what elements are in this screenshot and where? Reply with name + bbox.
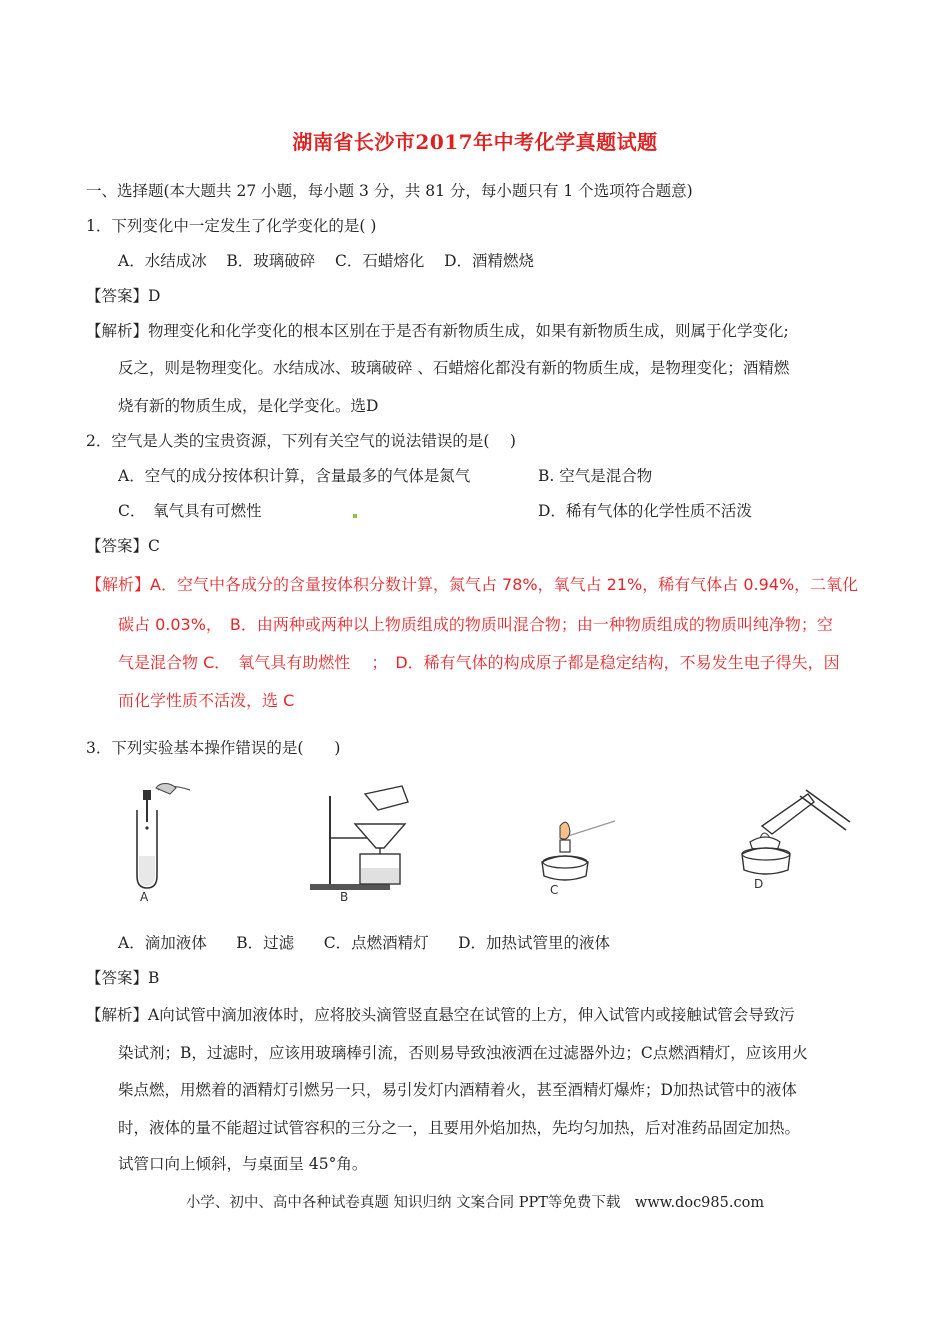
figure-label: B — [340, 890, 349, 904]
q2-analysis-line: 【解析】A．空气中各成分的含量按体积分数计算，氮气占 78%，氧气占 21%，稀有气体占 0.94%，二氧化 — [86, 575, 859, 594]
q2-answer: 【答案】C — [86, 537, 160, 555]
figure-filtration — [300, 776, 450, 906]
q1-options: A．水结成冰 B．玻璃破碎 C．石蜡熔化 D．酒精燃烧 — [118, 252, 534, 270]
q2-analysis-line: 而化学性质不活泼，选 C — [118, 691, 295, 710]
q3-analysis-line: 时，液体的量不能超过试管容积的三分之一，且要用外焰加热，先均匀加热，后对准药品固定加热。 — [118, 1119, 801, 1137]
page-footer: 小学、初中、高中各种试卷真题 知识归纳 文案合同 PPT等免费下载 www.doc985.com — [185, 1195, 765, 1211]
q3-analysis-line: 试管口向上倾斜，与桌面呈 45°角。 — [118, 1155, 368, 1173]
q1-analysis-line: 反之，则是物理变化。水结成冰、玻璃破碎 、石蜡熔化都没有新的物质生成，是物理变化；酒精燃 — [118, 359, 790, 377]
q2-option-c: C． 氧气具有可燃性 — [118, 502, 262, 520]
q2-analysis-line: 气是混合物 C． 氧气具有助燃性 ； D．稀有气体的构成原子都是稳定结构，不易发生电子得失，因 — [118, 653, 840, 672]
document-title: 湖南省长沙市2017年中考化学真题试题 — [292, 130, 658, 154]
figure-label: D — [754, 877, 764, 891]
q2-option-b: B. 空气是混合物 — [538, 467, 653, 485]
figure-dropping-liquid — [120, 776, 210, 906]
stray-dot — [353, 514, 357, 518]
figure-lighting-lamp — [520, 776, 640, 906]
figure-heating-tube — [722, 776, 862, 906]
q3-stem: 3．下列实验基本操作错误的是( ) — [86, 739, 341, 757]
section-heading: 一、选择题(本大题共 27 小题，每小题 3 分，共 81 分，每小题只有 1 个选项符合题意) — [86, 182, 693, 200]
q2-option-a: A．空气的成分按体积计算，含量最多的气体是氮气 — [118, 467, 471, 485]
q2-analysis-line: 碳占 0.03%， B．由两种或两种以上物质组成的物质叫混合物；由一种物质组成的物质叫纯净物；空 — [118, 615, 833, 634]
q3-analysis-line: 柴点燃，用燃着的酒精灯引燃另一只，易引发灯内酒精着火，甚至酒精灯爆炸；D加热试管中的液体 — [118, 1081, 797, 1099]
q3-options: A．滴加液体 B．过滤 C．点燃酒精灯 D．加热试管里的液体 — [118, 934, 611, 952]
q1-stem: 1．下列变化中一定发生了化学变化的是( ) — [86, 217, 377, 235]
q2-stem: 2．空气是人类的宝贵资源，下列有关空气的说法错误的是( ) — [86, 432, 516, 450]
q1-answer: 【答案】D — [86, 287, 161, 305]
q2-option-d: D．稀有气体的化学性质不活泼 — [538, 502, 752, 520]
figure-label: C — [550, 883, 559, 897]
figure-label: A — [140, 890, 149, 904]
q3-answer: 【答案】B — [86, 969, 160, 987]
q1-analysis-line: 烧有新的物质生成，是化学变化。选D — [118, 397, 379, 415]
q3-analysis-line: 染试剂；B，过滤时，应该用玻璃棒引流，否则易导致浊液洒在过滤器外边；C点燃酒精灯，应该用火 — [118, 1044, 808, 1062]
q1-analysis-line: 【解析】物理变化和化学变化的根本区别在于是否有新物质生成，如果有新物质生成，则属于化学变化; — [86, 322, 789, 340]
q3-analysis-line: 【解析】A向试管中滴加液体时，应将胶头滴管竖直悬空在试管的上方，伸入试管内或接触试管会导致污 — [86, 1006, 795, 1024]
